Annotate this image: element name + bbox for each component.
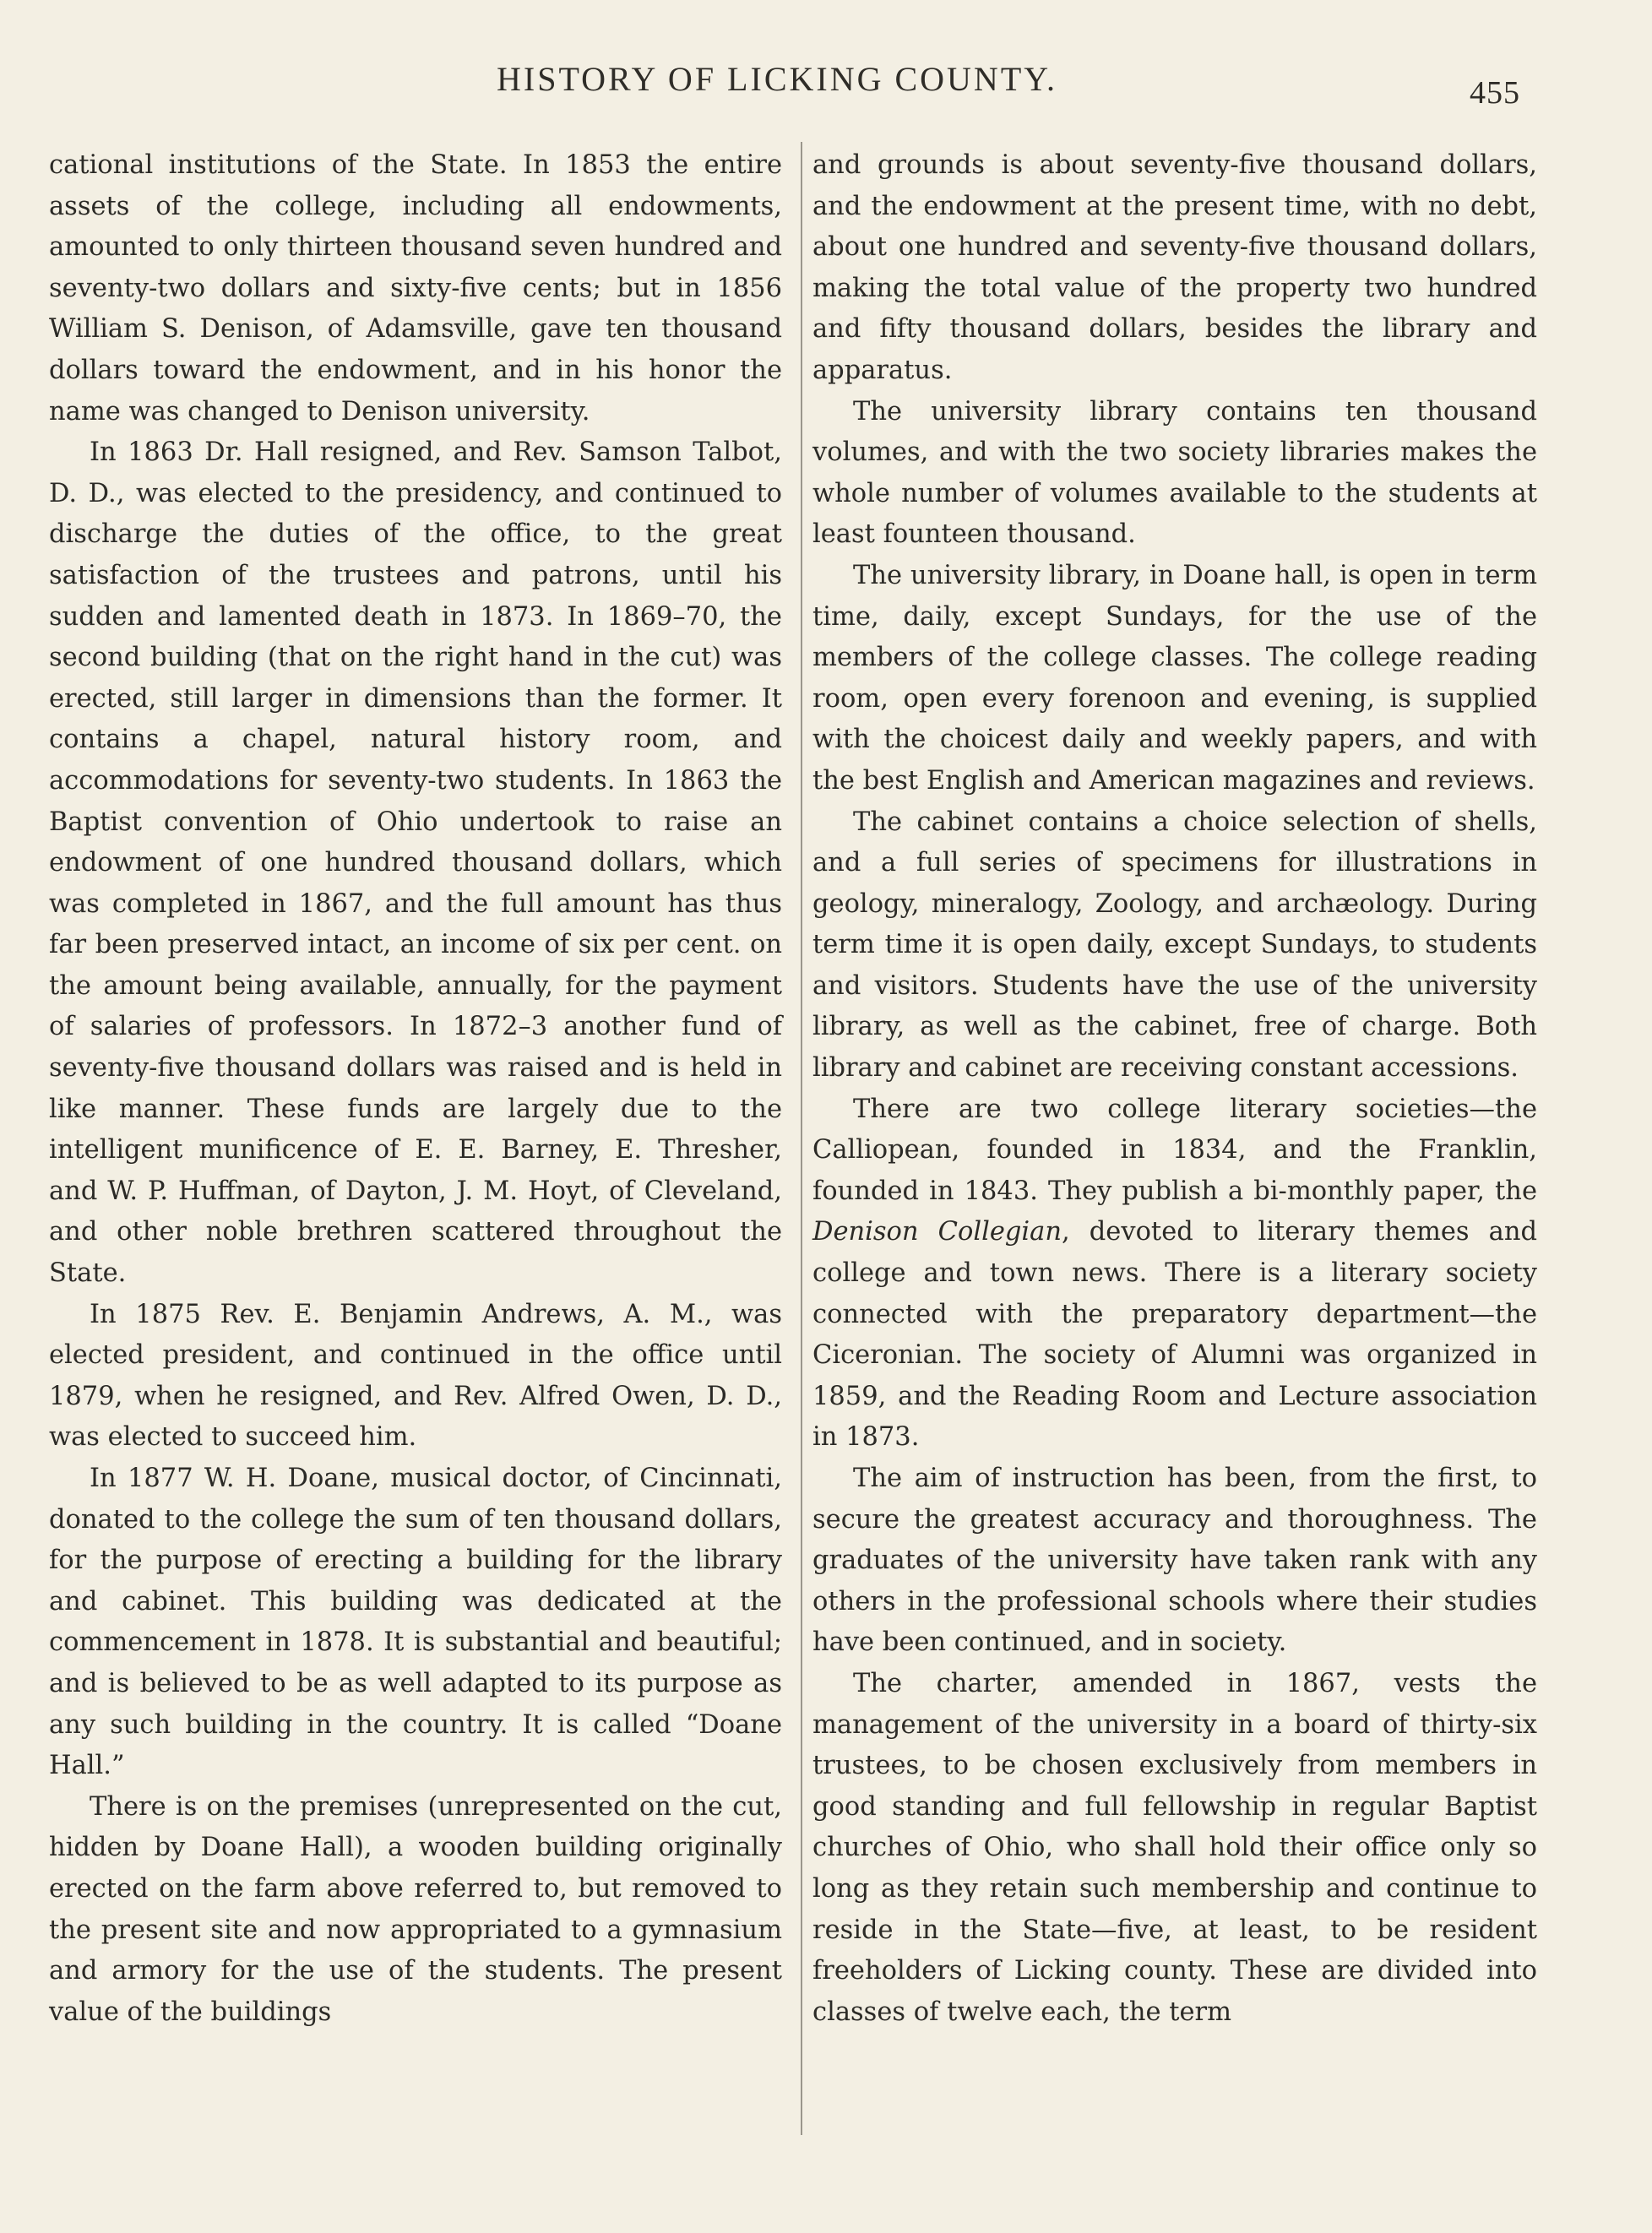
right-paragraph-7: The charter, amended in 1867, vests the management of the university in a board of thirty-six trustees, to be chosen exclusively from members in good standing and full fellowship in regular Baptist churches of Ohio, who shall hold their office only so long as they retain such membership and continue to reside in the State—five, at least, to be resident freeholders of Licking county. These are divided into classes of twelve each, the term bbox=[812, 1668, 1537, 2027]
right-paragraph-5 bbox=[812, 1089, 1537, 1459]
right-column bbox=[812, 145, 1537, 2033]
right-paragraph-5-start: There are two college literary societies—the Calliopean, founded in 1834, and the Franklin, founded in 1843. They publish a bi-monthly paper, the bbox=[812, 1094, 1537, 1206]
page-number: 455 bbox=[1470, 75, 1520, 111]
right-paragraph-3: The university library, in Doane hall, is open in term time, daily, except Sundays, for the use of the members of the college classes. The college reading room, open every forenoon and evening, is supplied with the choicest daily and weekly papers, and with the best English and American magazines and reviews. bbox=[812, 560, 1537, 796]
running-head bbox=[0, 59, 1652, 110]
left-paragraph-5: There is on the premises (unrepresented on the cut, hidden by Doane Hall), a wooden building originally erected on the farm above referred to, but removed to the present site and now appropriated to a gymnasium and armory for the use of the students. The present value of the buildings bbox=[49, 1791, 782, 2027]
right-paragraph-2: The university library contains ten thousand volumes, and with the two society libraries makes the whole number of volumes available to the students at least founteen thousand. bbox=[812, 396, 1537, 550]
left-paragraph-4: In 1877 W. H. Doane, musical doctor, of Cincinnati, donated to the college the sum of ten thousand dollars, for the purpose of erecting a building for the library and cabinet. This building was dedicated at the commencement in 1878. It is substantial and beautiful; and is believed to be as well adapted to its purpose as any such building in the country. It is called “Doane Hall.” bbox=[49, 1464, 782, 1781]
column-divider bbox=[801, 142, 802, 2135]
newspaper-title: Denison Collegian bbox=[812, 1217, 1062, 1247]
running-title: HISTORY OF LICKING COUNTY. bbox=[497, 60, 1057, 98]
left-paragraph-3: In 1875 Rev. E. Benjamin Andrews, A. M., was elected president, and continued in the office until 1879, when he resigned, and Rev. Alfred Owen, D. D., was elected to succeed him. bbox=[49, 1299, 782, 1453]
right-paragraph-6: The aim of instruction has been, from the first, to secure the greatest accuracy and thoroughness. The graduates of the university have taken rank with any others in the professional schools where their studies have been continued, and in society. bbox=[812, 1464, 1537, 1658]
left-paragraph-1: cational institutions of the State. In 1853 the entire assets of the college, including all endowments, amounted to only thirteen thousand seven hundred and seventy-two dollars and sixty-five cents; but in 1856 William S. Denison, of Adamsville, gave ten thousand dollars toward the endowment, and in his honor the name was changed to Denison university. bbox=[49, 150, 782, 426]
right-paragraph-5-end: , devoted to literary themes and college and town news. There is a literary society connected with the preparatory department—the Ciceronian. The society of Alumni was organized in 1859, and the Reading Room and Lecture association in 1873. bbox=[812, 1217, 1537, 1453]
left-column bbox=[49, 145, 782, 2033]
right-paragraph-4: The cabinet contains a choice selection of shells, and a full series of specimens for illustrations in geology, mineralogy, Zoology, and archæology. During term time it is open daily, except Sundays, to students and visitors. Students have the use of the university library, as well as the cabinet, free of charge. Both library and cabinet are receiving constant accessions. bbox=[812, 807, 1537, 1084]
right-paragraph-1: and grounds is about seventy-five thousand dollars, and the endowment at the present time, with no debt, about one hundred and seventy-five thousand dollars, making the total value of the property two hundred and fifty thousand dollars, besides the library and apparatus. bbox=[812, 150, 1537, 385]
left-paragraph-2: In 1863 Dr. Hall resigned, and Rev. Samson Talbot, D. D., was elected to the presidency, and continued to discharge the duties of the office, to the great satisfaction of the trustees and patrons, until his sudden and lamented death in 1873. In 1869–70, the second building (that on the right hand in the cut) was erected, still larger in dimensions than the former. It contains a chapel, natural history room, and accommodations for seventy-two students. In 1863 the Baptist convention of Ohio undertook to raise an endowment of one hundred thousand dollars, which was completed in 1867, and the full amount has thus far been preserved intact, an income of six per cent. on the amount being available, annually, for the payment of salaries of professors. In 1872–3 another fund of seventy-five thousand dollars was raised and is held in like manner. These funds are largely due to the intelligent munificence of E. E. Barney, E. Thresher, and W. P. Huffman, of Dayton, J. M. Hoyt, of Cleveland, and other noble brethren scattered throughout the State. bbox=[49, 437, 782, 1289]
